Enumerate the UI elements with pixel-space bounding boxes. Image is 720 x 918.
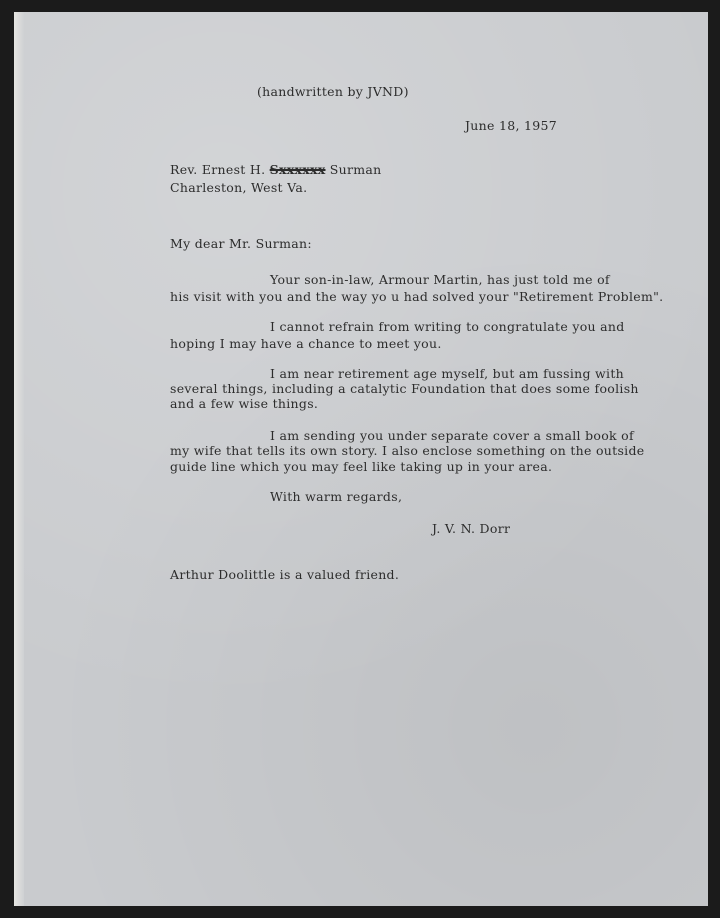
header-note: (handwritten by JVND) <box>257 84 409 99</box>
closing: With warm regards, <box>270 489 403 504</box>
paragraph-4-line-1: I am sending you under separate cover a small book of <box>270 428 634 443</box>
paragraph-1-line-2: his visit with you and the way yo u had solved your "Retirement Problem". <box>170 289 664 304</box>
recipient-name-line <box>170 162 382 177</box>
paper-edge <box>14 12 24 906</box>
recipient-surname: Surman <box>329 162 382 177</box>
paragraph-4-line-3: guide line which you may feel like taking up in your area. <box>170 459 553 474</box>
salutation: My dear Mr. Surman: <box>170 236 312 251</box>
postscript: Arthur Doolittle is a valued friend. <box>170 567 400 582</box>
paragraph-4-line-2: my wife that tells its own story. I also enclose something on the outside <box>170 443 645 458</box>
paragraph-2-line-1: I cannot refrain from writing to congratulate you and <box>270 319 625 334</box>
struck-out-text: Sxxxxxx <box>269 162 326 177</box>
paragraph-3-line-3: and a few wise things. <box>170 396 319 411</box>
paragraph-2-line-2: hoping I may have a chance to meet you. <box>170 336 442 351</box>
paragraph-3-line-1: I am near retirement age myself, but am fussing with <box>270 366 625 381</box>
paragraph-3-line-2: several things, including a catalytic Foundation that does some foolish <box>170 381 639 396</box>
letter-date: June 18, 1957 <box>465 118 558 133</box>
signature: J. V. N. Dorr <box>432 521 511 536</box>
recipient-prefix: Rev. Ernest H. <box>170 162 266 177</box>
paragraph-1-line-1: Your son-in-law, Armour Martin, has just told me of <box>270 272 610 287</box>
recipient-address: Charleston, West Va. <box>170 180 308 195</box>
